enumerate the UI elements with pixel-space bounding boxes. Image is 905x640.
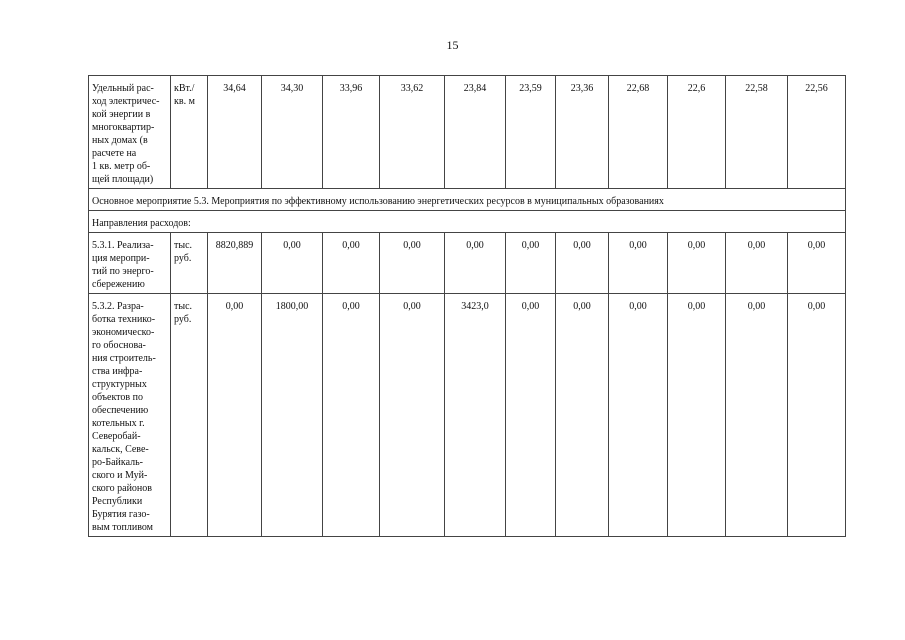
value-cell: 0,00 bbox=[380, 294, 445, 537]
row-label: 5.3.1. Реализа- ция меропри- тий по энерго- сбережению bbox=[89, 233, 171, 294]
value-cell: 23,36 bbox=[556, 76, 609, 189]
value-cell: 22,6 bbox=[668, 76, 726, 189]
value-cell: 34,64 bbox=[208, 76, 262, 189]
value-cell: 0,00 bbox=[506, 294, 556, 537]
table-row bbox=[89, 189, 846, 211]
value-cell: 0,00 bbox=[609, 233, 668, 294]
value-cell: 8820,889 bbox=[208, 233, 262, 294]
value-cell: 0,00 bbox=[668, 294, 726, 537]
row-label: 5.3.2. Разра- ботка технико- экономическо- го обоснова- ния строитель- ства инфра- структурных объектов по обеспечению котельных г. Северобай- кальск, Севе- ро-Байкаль- ского и Муй- ского районов Республики Бурятия газо- вым топливом bbox=[89, 294, 171, 537]
value-cell: 0,00 bbox=[506, 233, 556, 294]
value-cell: 0,00 bbox=[788, 233, 846, 294]
value-cell: 0,00 bbox=[609, 294, 668, 537]
value-cell: 23,59 bbox=[506, 76, 556, 189]
value-cell: 22,58 bbox=[726, 76, 788, 189]
value-cell: 0,00 bbox=[445, 233, 506, 294]
value-cell: 0,00 bbox=[208, 294, 262, 537]
value-cell: 0,00 bbox=[262, 233, 323, 294]
value-cell: 0,00 bbox=[556, 294, 609, 537]
value-cell: 22,68 bbox=[609, 76, 668, 189]
main-activity-heading: Основное мероприятие 5.3. Мероприятия по эффективному использованию энергетических ресурсов в муниципальных образованиях bbox=[89, 189, 846, 211]
indicator-table bbox=[88, 75, 846, 537]
value-cell: 33,96 bbox=[323, 76, 380, 189]
value-cell: 34,30 bbox=[262, 76, 323, 189]
value-cell: 3423,0 bbox=[445, 294, 506, 537]
unit-cell: тыс. руб. bbox=[171, 294, 208, 537]
value-cell: 0,00 bbox=[556, 233, 609, 294]
unit-cell: тыс. руб. bbox=[171, 233, 208, 294]
value-cell: 0,00 bbox=[380, 233, 445, 294]
value-cell: 0,00 bbox=[726, 294, 788, 537]
value-cell: 22,56 bbox=[788, 76, 846, 189]
value-cell: 0,00 bbox=[323, 233, 380, 294]
table-row bbox=[89, 233, 846, 294]
value-cell: 33,62 bbox=[380, 76, 445, 189]
table-row bbox=[89, 76, 846, 189]
page-number: 15 bbox=[446, 38, 459, 52]
row-label: Удельный рас- ход электричес- кой энергии в многоквартир- ных домах (в расчете на 1 кв. метр об- щей площади) bbox=[89, 76, 171, 189]
value-cell: 1800,00 bbox=[262, 294, 323, 537]
table-row bbox=[89, 294, 846, 537]
value-cell: 0,00 bbox=[726, 233, 788, 294]
value-cell: 0,00 bbox=[323, 294, 380, 537]
unit-cell: кВт./ кв. м bbox=[171, 76, 208, 189]
value-cell: 0,00 bbox=[788, 294, 846, 537]
value-cell: 0,00 bbox=[668, 233, 726, 294]
expense-directions-heading: Направления расходов: bbox=[89, 211, 846, 233]
table-row bbox=[89, 211, 846, 233]
value-cell: 23,84 bbox=[445, 76, 506, 189]
